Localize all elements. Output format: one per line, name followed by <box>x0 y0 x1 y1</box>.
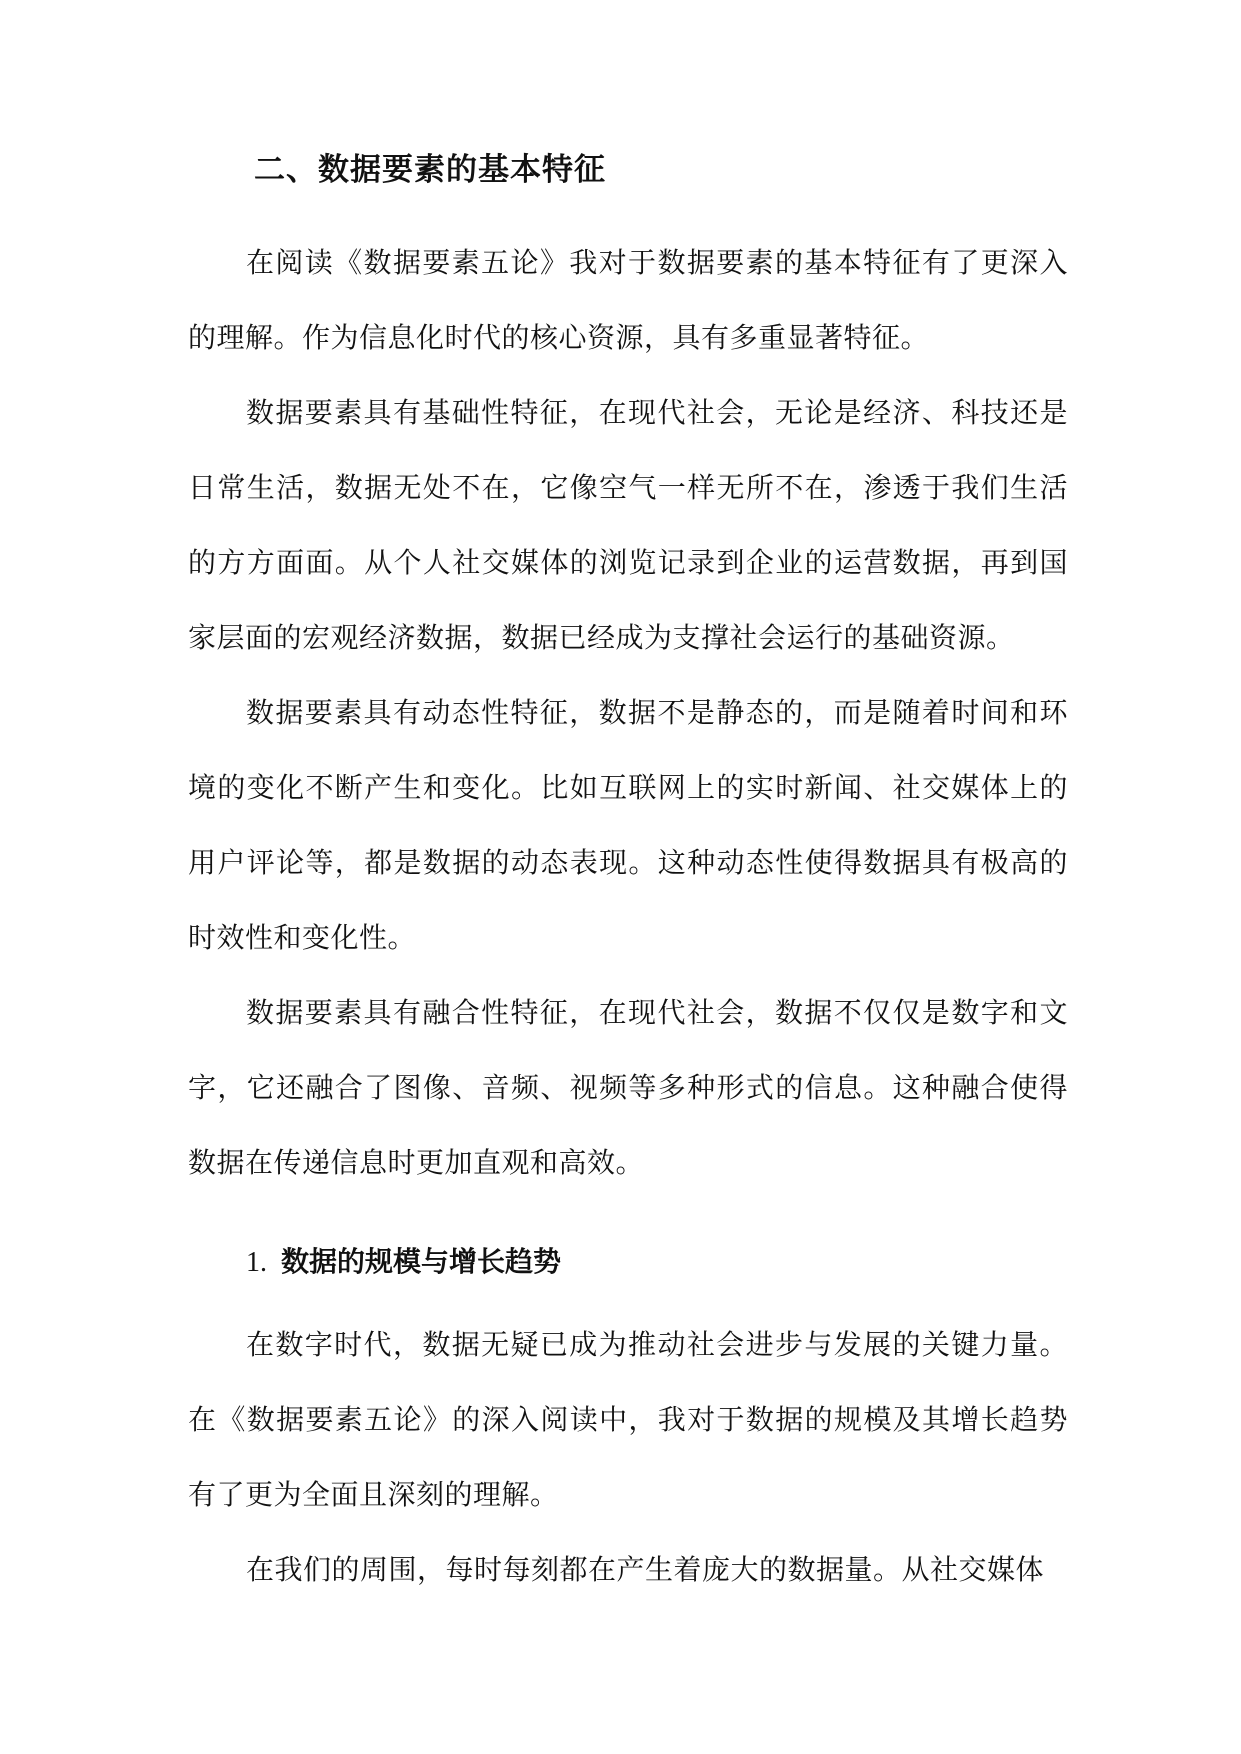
spacer <box>188 1290 1068 1307</box>
section-heading: 二、数据要素的基本特征 <box>254 152 606 188</box>
subsection-title: 数据的规模与增长趋势 <box>281 1245 562 1278</box>
spacer <box>188 1200 1068 1234</box>
paragraph-scale: 在数字时代，数据无疑已成为推动社会进步与发展的关键力量。在《数据要素五论》的深入阅读中，我对于数据的规模及其增长趋势有了更为全面且深刻的理解。 <box>188 1328 1068 1511</box>
spacer <box>188 190 1068 225</box>
paragraph-intro: 在阅读《数据要素五论》我对于数据要素的基本特征有了更深入的理解。作为信息化时代的核心资源，具有多重显著特征。 <box>188 246 1068 354</box>
subsection-number: 1. <box>246 1247 267 1278</box>
paragraph-fusion: 数据要素具有融合性特征，在现代社会，数据不仅仅是数字和文字，它还融合了图像、音频、视频等多种形式的信息。这种融合使得数据在传递信息时更加直观和高效。 <box>188 996 1068 1179</box>
document-body <box>188 150 1068 1607</box>
subsection-heading <box>246 1234 1068 1290</box>
paragraph-foundational: 数据要素具有基础性特征，在现代社会，无论是经济、科技还是日常生活，数据无处不在，它像空气一样无所不在，渗透于我们生活的方方面面。从个人社交媒体的浏览记录到企业的运营数据，再到国家层面的宏观经济数据，数据已经成为支撑社会运行的基础资源。 <box>188 396 1068 654</box>
paragraph-dynamic: 数据要素具有动态性特征，数据不是静态的，而是随着时间和环境的变化不断产生和变化。比如互联网上的实时新闻、社交媒体上的用户评论等，都是数据的动态表现。这种动态性使得数据具有极高的时效性和变化性。 <box>188 696 1068 954</box>
paragraph-data-volume: 在我们的周围，每时每刻都在产生着庞大的数据量。从社交媒体 <box>246 1553 1045 1586</box>
